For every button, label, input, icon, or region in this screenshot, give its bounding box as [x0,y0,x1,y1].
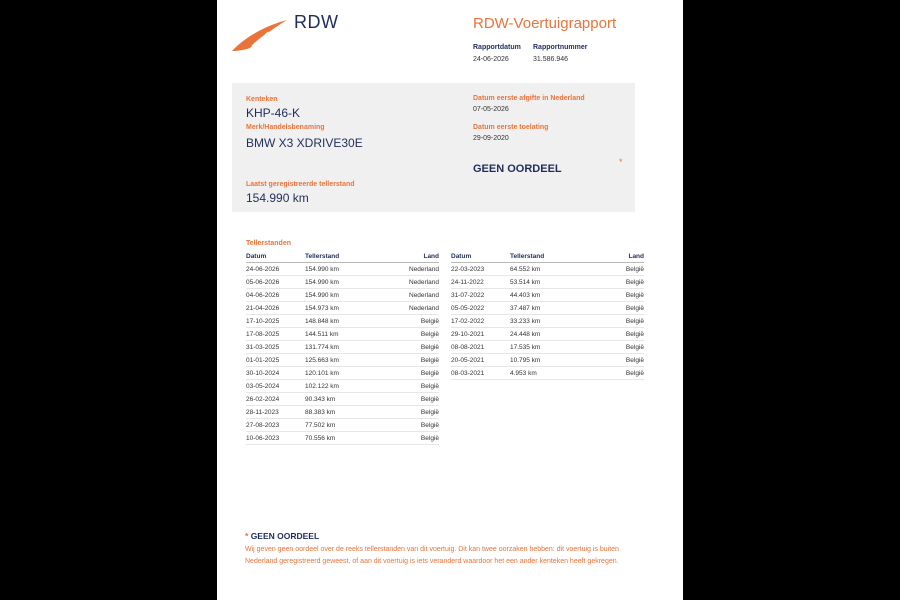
table-row [246,302,439,315]
reading-value: 90.343 km [305,393,367,406]
make-value: BMW X3 XDRIVE30E [246,136,363,150]
first-admission-value: 29-09-2020 [473,135,509,142]
footnote-title [245,531,319,541]
table-row [451,367,644,380]
reading-date: 10-06-2023 [246,432,305,445]
reading-date: 03-05-2024 [246,380,305,393]
table-row [246,315,439,328]
table-row [246,406,439,419]
table-row [451,263,644,276]
reading-date: 17-10-2025 [246,315,305,328]
reading-date: 04-06-2026 [246,289,305,302]
reading-date: 24-06-2026 [246,263,305,276]
reading-value: 53.514 km [510,276,572,289]
reading-value: 10.795 km [510,354,572,367]
reading-country: België [367,393,439,406]
make-label: Merk/Handelsbenaming [246,124,325,131]
reading-country: België [572,354,644,367]
reading-value: 70.556 km [305,432,367,445]
reading-country: België [367,341,439,354]
reading-value: 64.552 km [510,263,572,276]
reading-date: 30-10-2024 [246,367,305,380]
reading-country: België [367,406,439,419]
first-nl-value: 07-05-2026 [473,106,509,113]
table-row [451,315,644,328]
reading-value: 4.953 km [510,367,572,380]
table-row [246,419,439,432]
reading-value: 120.101 km [305,367,367,380]
table-row [246,367,439,380]
reading-date: 20-05-2021 [451,354,510,367]
col-header-reading: Tellerstand [305,251,367,263]
odometer-label: Laatst geregistreerde tellerstand [246,181,355,188]
reading-value: 131.774 km [305,341,367,354]
reading-country: België [367,354,439,367]
col-header-reading: Tellerstand [510,251,572,263]
table-row [451,276,644,289]
table-row [451,328,644,341]
reading-country: België [367,380,439,393]
plate-label: Kenteken [246,96,278,103]
reading-date: 17-08-2025 [246,328,305,341]
footnote-star: * [245,531,249,541]
reading-date: 05-06-2026 [246,276,305,289]
reading-country: België [572,302,644,315]
reading-date: 17-02-2022 [451,315,510,328]
reading-date: 08-08-2021 [451,341,510,354]
col-header-country: Land [572,251,644,263]
reading-date: 01-01-2025 [246,354,305,367]
reading-date: 26-02-2024 [246,393,305,406]
first-nl-label: Datum eerste afgifte in Nederland [473,95,585,102]
table-row [451,341,644,354]
reading-value: 148.848 km [305,315,367,328]
reading-date: 22-03-2023 [451,263,510,276]
reading-country: België [572,328,644,341]
plate-value: KHP-46-K [246,106,301,120]
reading-country: Nederland [367,263,439,276]
readings-table-right [451,251,644,380]
report-page [217,0,683,600]
table-row [451,354,644,367]
reading-country: België [367,432,439,445]
reading-date: 31-07-2022 [451,289,510,302]
reading-country: België [367,419,439,432]
reading-value: 154.990 km [305,263,367,276]
reading-date: 21-04-2026 [246,302,305,315]
reading-value: 154.973 km [305,302,367,315]
reading-value: 154.990 km [305,276,367,289]
report-number-label: Rapportnummer [533,44,588,51]
reading-country: België [367,367,439,380]
col-header-date: Datum [451,251,510,263]
reading-value: 33.233 km [510,315,572,328]
readings-title: Tellerstanden [246,240,291,247]
reading-country: Nederland [367,289,439,302]
table-row [246,328,439,341]
reading-date: 29-10-2021 [451,328,510,341]
table-row [246,289,439,302]
reading-value: 125.663 km [305,354,367,367]
reading-value: 154.990 km [305,289,367,302]
reading-country: Nederland [367,276,439,289]
table-row [451,289,644,302]
reading-country: België [572,367,644,380]
footnote-text: Wij geven geen oordeel over de reeks tellerstanden van dit voertuig. Dit kan twee oorzaken hebben: dit voertuig is buiten Nederland geregistreerd geweest, of aan dit voertuig is iets veranderd waardoor het een ander kenteken heeft gekregen. [245,546,619,565]
reading-value: 44.403 km [510,289,572,302]
table-row [246,263,439,276]
logo-text: RDW [294,12,339,32]
footnote-title-text: GEEN OORDEEL [250,531,320,541]
verdict-asterisk: * [619,157,623,167]
readings-table-left [246,251,439,445]
report-date-label: Rapportdatum [473,44,521,51]
reading-date: 08-03-2021 [451,367,510,380]
report-number: 31.586.946 [533,56,569,63]
reading-country: België [572,289,644,302]
verdict-text: GEEN OORDEEL [473,163,562,175]
report-date: 24-06-2026 [473,56,509,63]
reading-value: 77.502 km [305,419,367,432]
reading-country: België [572,263,644,276]
first-admission-label: Datum eerste toelating [473,124,549,131]
reading-date: 24-11-2022 [451,276,510,289]
reading-value: 144.511 km [305,328,367,341]
reading-date: 27-08-2023 [246,419,305,432]
reading-country: België [367,315,439,328]
odometer-value: 154.990 km [246,191,309,205]
reading-value: 88.383 km [305,406,367,419]
col-header-country: Land [367,251,439,263]
table-row [246,276,439,289]
reading-date: 31-03-2025 [246,341,305,354]
table-row [246,393,439,406]
col-header-date: Datum [246,251,305,263]
reading-date: 05-05-2022 [451,302,510,315]
reading-country: België [572,276,644,289]
reading-value: 102.122 km [305,380,367,393]
table-row [246,380,439,393]
reading-country: België [367,328,439,341]
reading-value: 24.448 km [510,328,572,341]
report-title: RDW-Voertuigrapport [473,15,617,32]
table-row [451,302,644,315]
table-row [246,354,439,367]
reading-country: Nederland [367,302,439,315]
reading-value: 17.535 km [510,341,572,354]
reading-country: België [572,341,644,354]
rdw-logo-icon [230,18,288,54]
reading-value: 37.487 km [510,302,572,315]
reading-country: België [572,315,644,328]
table-row [246,432,439,445]
table-row [246,341,439,354]
reading-date: 28-11-2023 [246,406,305,419]
